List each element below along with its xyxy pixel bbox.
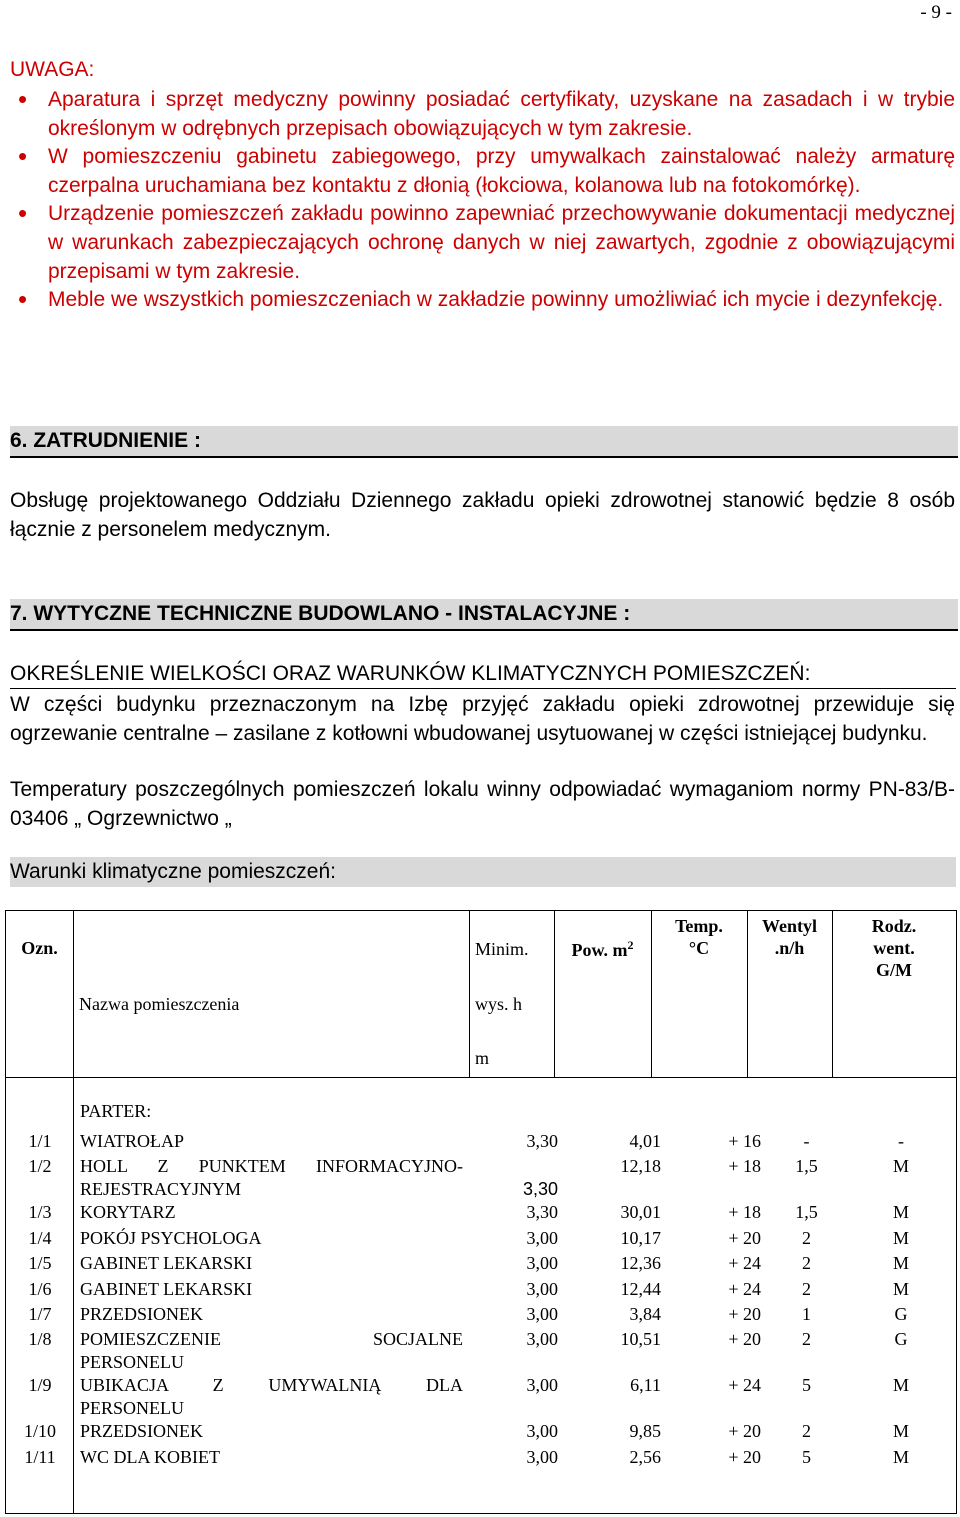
room-ventilation-type: M <box>892 1227 909 1248</box>
room-temperature: + 18 <box>728 1202 761 1223</box>
room-temperature: + 20 <box>728 1303 761 1324</box>
room-ventilation: 1 <box>802 1303 811 1324</box>
room-name: PRZEDSIONEK <box>80 1303 204 1324</box>
room-area: 30,01 <box>620 1202 661 1223</box>
room-ventilation-type: G <box>894 1303 908 1324</box>
room-height: 3,00 <box>526 1329 558 1350</box>
header-minim: Minim. <box>475 939 529 959</box>
room-name: POMIESZCZENIE SOCJALNE PERSONELU <box>80 1329 463 1373</box>
room-area: 4,01 <box>629 1131 661 1151</box>
room-name: HOLL Z PUNKTEM INFORMACYJNO- REJESTRACYJNYM <box>80 1156 463 1200</box>
room-code: 1/7 <box>28 1303 52 1324</box>
section-7-heading: 7. WYTYCZNE TECHNICZNE BUDOWLANO - INSTALACYJNE : <box>10 599 958 631</box>
room-height: 3,30 <box>522 1179 558 1200</box>
room-code: 1/4 <box>28 1227 52 1248</box>
room-height: 3,30 <box>526 1131 558 1151</box>
rooms-table <box>5 1076 957 1514</box>
room-ventilation: 1,5 <box>795 1202 818 1223</box>
table-row <box>6 1420 956 1445</box>
group-label: PARTER: <box>80 1101 152 1121</box>
room-ventilation-type: M <box>892 1253 909 1274</box>
header-went: Wentyl .n/h <box>761 916 817 958</box>
room-area: 12,18 <box>620 1156 661 1177</box>
header-ozn: Ozn. <box>21 938 58 958</box>
room-code: 1/5 <box>28 1253 52 1274</box>
room-name: POKÓJ PSYCHOLOGA <box>80 1227 262 1248</box>
room-area: 9,85 <box>629 1421 661 1442</box>
room-code: 1/2 <box>28 1156 52 1177</box>
room-code: 1/3 <box>28 1202 52 1223</box>
climate-conditions-heading: Warunki klimatyczne pomieszczeń: <box>10 857 956 887</box>
room-ventilation-type: M <box>892 1156 909 1177</box>
header-name: Nazwa pomieszczenia <box>79 994 240 1014</box>
room-area: 12,36 <box>620 1253 661 1274</box>
uwaga-item: • Meble we wszystkich pomieszczeniach w zakładzie powinny umożliwiać ich mycie i dezynfekcję. <box>10 286 955 315</box>
uwaga-list <box>10 86 955 315</box>
table-row <box>6 1446 956 1471</box>
room-name: GABINET LEKARSKI <box>80 1253 253 1274</box>
room-height: 3,30 <box>526 1202 558 1223</box>
room-name: GABINET LEKARSKI <box>80 1278 253 1299</box>
room-area: 3,84 <box>629 1303 661 1324</box>
room-temperature: + 24 <box>728 1278 761 1299</box>
table-row <box>6 1374 956 1420</box>
room-area: 10,17 <box>620 1227 661 1248</box>
table-row <box>6 1278 956 1303</box>
table-row <box>6 1227 956 1252</box>
room-ventilation: 2 <box>802 1227 811 1248</box>
room-area: 2,56 <box>629 1446 661 1467</box>
room-ventilation-type: - <box>898 1131 904 1151</box>
table-row <box>6 1328 956 1374</box>
room-area: 6,11 <box>630 1375 661 1396</box>
room-name: WC DLA KOBIET <box>80 1446 220 1467</box>
room-height: 3,00 <box>526 1278 558 1299</box>
room-ventilation: 5 <box>802 1375 811 1396</box>
room-code: 1/1 <box>28 1131 52 1151</box>
room-height: 3,00 <box>526 1421 558 1442</box>
section-6-heading: 6. ZATRUDNIENIE : <box>10 426 958 458</box>
header-rodz: Rodz. went. G/M <box>871 916 917 980</box>
header-temp: Temp. °C <box>675 916 723 958</box>
room-ventilation: 2 <box>802 1329 811 1350</box>
room-ventilation-type: G <box>894 1329 908 1350</box>
room-ventilation: 2 <box>802 1278 811 1299</box>
room-temperature: + 24 <box>728 1253 761 1274</box>
uwaga-item: • W pomieszczeniu gabinetu zabiegowego, przy umywalkach zainstalować należy armaturę czerpalna uruchamiana bez kontaktu z dłonią (łokciowa, kolanowa lub na fotokomórkę). <box>10 143 955 200</box>
room-ventilation-type: M <box>892 1202 909 1223</box>
room-ventilation: 2 <box>802 1421 811 1442</box>
header-wys: wys. h <box>475 994 523 1014</box>
room-temperature: + 20 <box>728 1446 761 1467</box>
room-code: 1/9 <box>28 1375 52 1396</box>
rooms-rows <box>6 1130 956 1471</box>
room-ventilation-type: M <box>892 1375 909 1396</box>
uwaga-item: • Aparatura i sprzęt medyczny powinny posiadać certyfikaty, uzyskane na zasadach i w trybie określonym w odrębnych przepisach obowiązujących w tym zakresie. <box>10 86 955 143</box>
room-temperature: + 24 <box>728 1375 761 1396</box>
header-pow: Pow. $m^2$ <box>571 938 634 960</box>
room-temperature: + 20 <box>728 1227 761 1248</box>
room-temperature: + 20 <box>728 1329 761 1350</box>
page-number: - 9 - <box>920 2 952 23</box>
header-m: m <box>475 1048 490 1068</box>
section-6-text: Obsługę projektowanego Oddziału Dziennego zakładu opieki zdrowotnej stanowić będzie 8 osób łącznie z personelem medycznym. <box>10 489 955 541</box>
room-ventilation: 1,5 <box>795 1156 818 1177</box>
room-height: 3,00 <box>526 1446 558 1467</box>
uwaga-item: • Urządzenie pomieszczeń zakładu powinno zapewniać przechowywanie dokumentacji medycznej w warunkach zabezpieczających ochronę danych w niej zawartych, zgodnie z obowiązującymi przepisami w tym zakresie. <box>10 200 955 286</box>
table-row <box>6 1155 956 1201</box>
room-height: 3,00 <box>526 1375 558 1396</box>
room-ventilation: 2 <box>802 1253 811 1274</box>
room-name: KORYTARZ <box>80 1202 176 1223</box>
room-ventilation-type: M <box>892 1421 909 1442</box>
table-row <box>6 1201 956 1226</box>
room-code: 1/10 <box>23 1421 56 1442</box>
room-ventilation: - <box>803 1131 810 1151</box>
climate-subheading: OKREŚLENIE WIELKOŚCI ORAZ WARUNKÓW KLIMATYCZNYCH POMIESZCZEŃ: <box>10 660 956 689</box>
room-name: PRZEDSIONEK <box>80 1421 204 1442</box>
room-height: 3,00 <box>526 1227 558 1248</box>
room-name: UBIKACJA Z UMYWALNIĄ DLA PERSONELU <box>80 1375 463 1419</box>
room-temperature: + 16 <box>728 1131 761 1151</box>
room-temperature: + 18 <box>728 1156 761 1177</box>
table-row <box>6 1130 956 1155</box>
table-row <box>6 1303 956 1328</box>
room-height: 3,00 <box>526 1253 558 1274</box>
room-ventilation: 5 <box>802 1446 811 1467</box>
room-temperature: + 20 <box>728 1421 761 1442</box>
room-code: 1/11 <box>24 1446 56 1467</box>
heating-paragraph: W części budynku przeznaczonym na Izbę przyjęć zakładu opieki zdrowotnej przewiduje się ogrzewanie centralne – zasilane z kotłowni wbudowanej usytuowanej w części istniejącej budynku. <box>10 693 955 745</box>
room-name: WIATROŁAP <box>80 1131 184 1151</box>
room-code: 1/8 <box>28 1329 52 1350</box>
table-header <box>5 910 957 1078</box>
room-code: 1/6 <box>28 1278 52 1299</box>
uwaga-title: UWAGA: <box>10 58 95 81</box>
room-area: 12,44 <box>620 1278 661 1299</box>
temperature-paragraph: Temperatury poszczególnych pomieszczeń lokalu winny odpowiadać wymaganiom normy PN-83/B-03406 „ Ogrzewnictwo „ <box>10 778 955 830</box>
table-row <box>6 1252 956 1277</box>
room-height: 3,00 <box>526 1303 558 1324</box>
room-area: 10,51 <box>620 1329 661 1350</box>
room-ventilation-type: M <box>892 1446 909 1467</box>
room-ventilation-type: M <box>892 1278 909 1299</box>
